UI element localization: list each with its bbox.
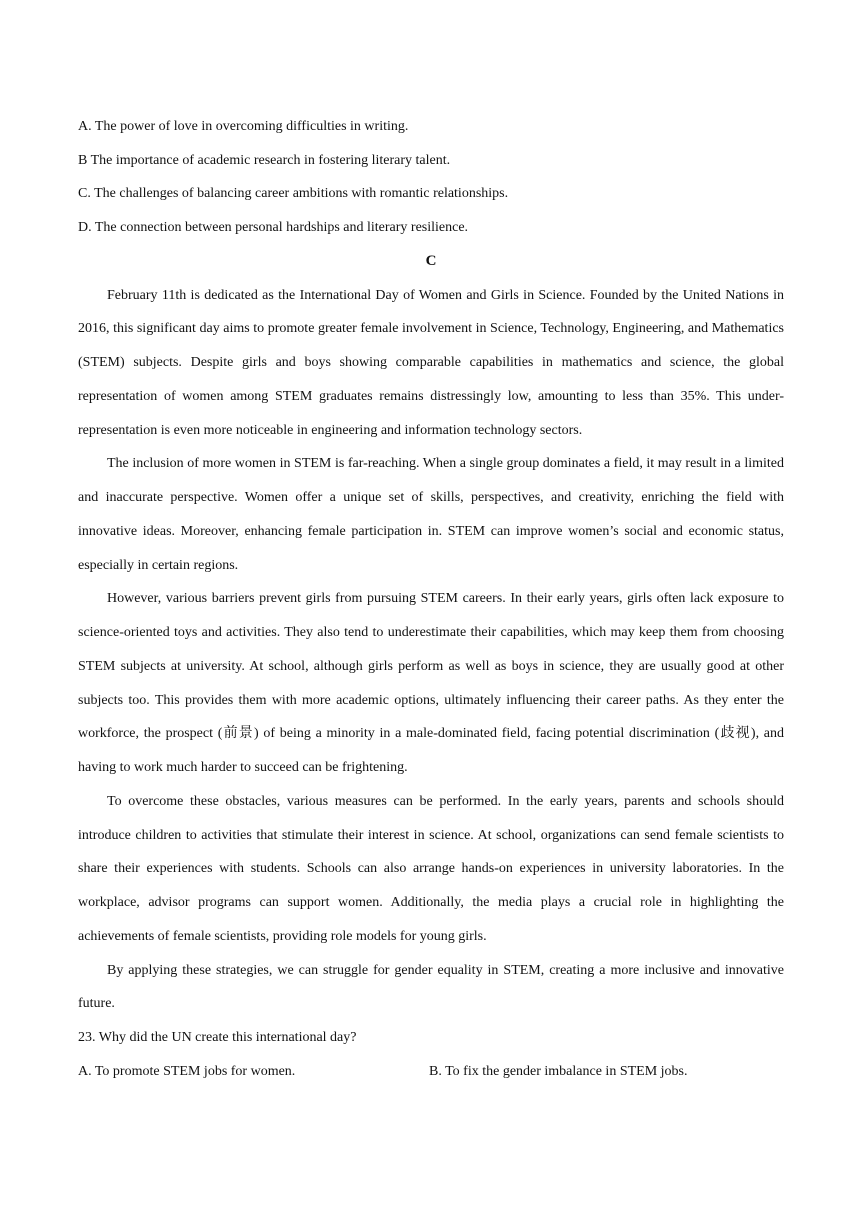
previous-option-d: D. The connection between personal hardships and literary resilience. <box>78 220 469 236</box>
section-heading: C <box>425 252 437 269</box>
paragraph-1: February 11th is dedicated as the International Day of Women and Girls in Science. Founded by the United Nations in 2016, this significant day aims to promote greater female involvement in Science, Technology, Engineering, and Mathematics (STEM) subjects. Despite girls and boys showing comparable capabilities in mathematics and science, the global representation of women among STEM graduates remains distressingly low, amounting to less than 35%. This under-representation is even more noticeable in engineering and information technology sectors. <box>78 287 784 438</box>
question-options <box>78 1055 784 1089</box>
previous-option-b: B The importance of academic research in fostering literary talent. <box>78 152 451 168</box>
previous-option-c: C. The challenges of balancing career ambitions with romantic relationships. <box>78 186 509 202</box>
paragraph-3: However, various barriers prevent girls from pursuing STEM careers. In their early years, girls often lack exposure to science-oriented toys and activities. They also tend to underestimate their capabilities, which may keep them from choosing STEM subjects at university. At school, although girls perform as well as boys in science, they are usually good at other subjects too. This provides them with more academic options, ultimately influencing their career paths. As they enter the workforce, the prospect (前景) of being a minority in a male-dominated field, facing potential discrimination (歧视), and having to work much harder to succeed can be frightening. <box>78 591 784 776</box>
question-option-b: B. To fix the gender imbalance in STEM jobs. <box>429 1063 688 1079</box>
paragraph-2: The inclusion of more women in STEM is far-reaching. When a single group dominates a field, it may result in a limited and inaccurate perspective. Women offer a unique set of skills, perspectives, and creativity, enriching the field with innovative ideas. Moreover, enhancing female participation in. STEM can improve women’s social and economic status, especially in certain regions. <box>78 456 784 573</box>
paragraph-4: To overcome these obstacles, various measures can be performed. In the early years, parents and schools should introduce children to activities that stimulate their interest in science. At school, organizations can send female scientists to share their experiences with students. Schools can also arrange hands-on experiences in university laboratories. In the workplace, advisor programs can support women. Additionally, the media plays a crucial role in highlighting the achievements of female scientists, providing role models for young girls. <box>78 793 784 944</box>
document-page <box>78 110 784 1088</box>
paragraph-5: By applying these strategies, we can struggle for gender equality in STEM, creating a more inclusive and innovative future. <box>78 962 784 1012</box>
question-option-a: A. To promote STEM jobs for women. <box>78 1063 296 1079</box>
question-23: 23. Why did the UN create this international day? <box>78 1030 357 1046</box>
previous-option-a: A. The power of love in overcoming difficulties in writing. <box>78 119 409 134</box>
